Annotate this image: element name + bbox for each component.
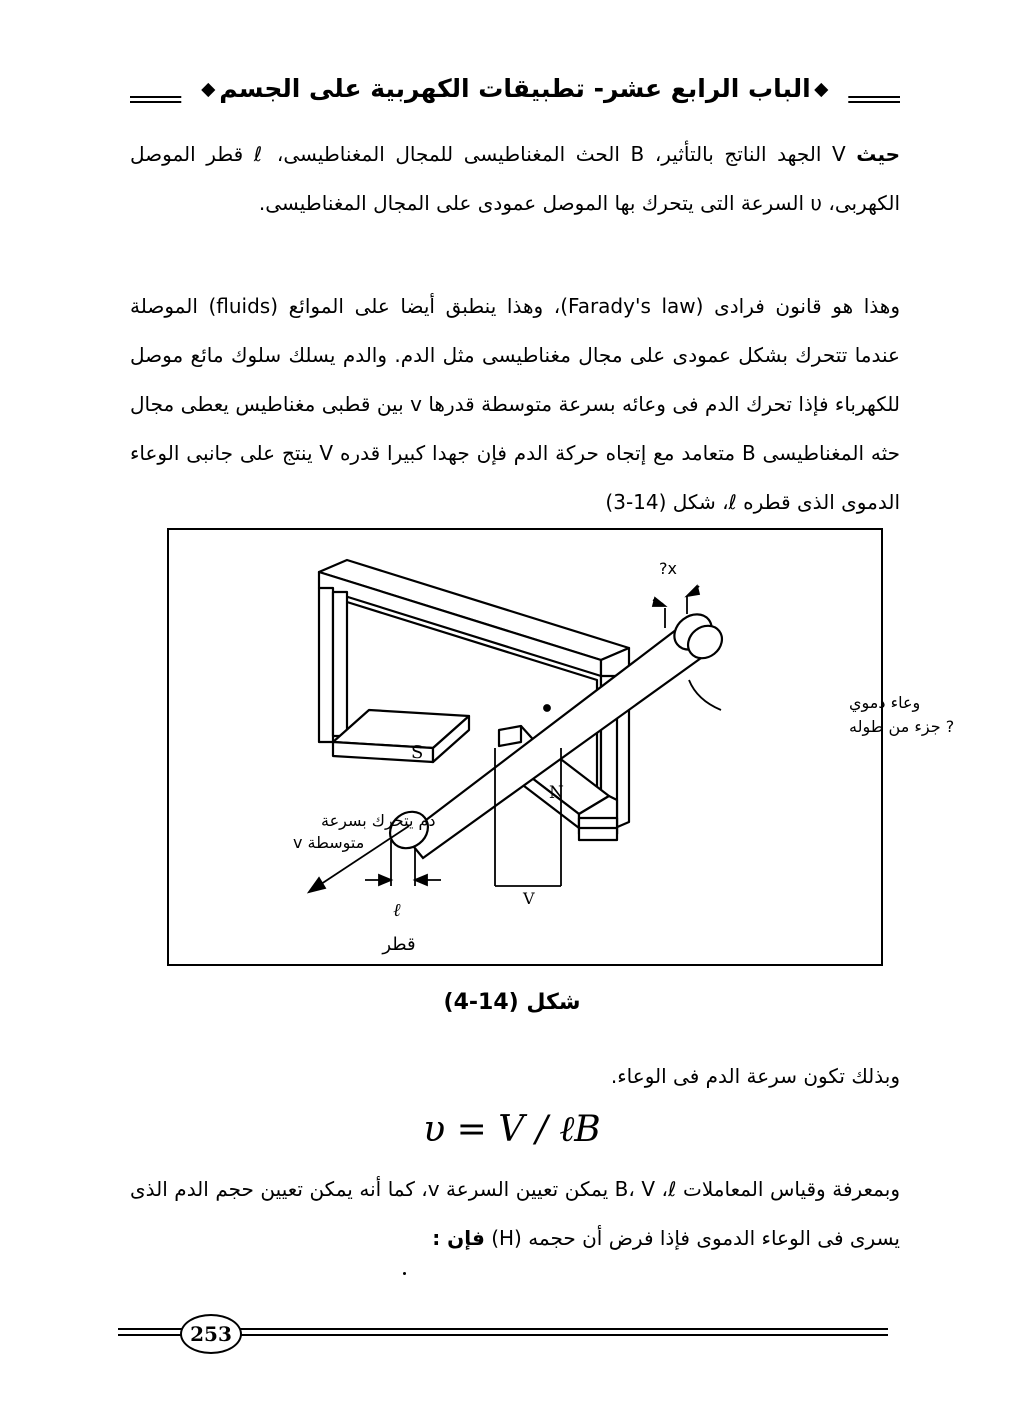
vessel-label-line1: وعاء دموي: [849, 693, 921, 712]
magnet-top-face: [319, 560, 629, 660]
paragraph-definitions: [130, 130, 900, 228]
paragraph-volume: [130, 1165, 900, 1263]
paragraph-tail: فإن :: [432, 1226, 485, 1250]
page-number: 253: [180, 1314, 242, 1354]
blood-label-line1: دم يتحرك بسرعة: [321, 811, 436, 830]
magnet-top-front: [319, 572, 601, 676]
paragraph-velocity-intro: وبذلك تكون سرعة الدم فى الوعاء.: [610, 1064, 900, 1088]
vessel-label-line2: ? جزء من طوله: [849, 717, 955, 736]
dx-label: ?x: [659, 559, 677, 578]
voltage-label: V: [523, 889, 535, 908]
paragraph-faraday-law: وهذا هو قانون فرادى (Farady's law)، وهذا ينطبق أيضا على الموائع (fluids) الموصلة عندما تتحرك بشكل عمودى على مجال مغناطيسى مثل الدم. والدم يسلك سلوك مائع موصل للكهرباء فإذا تحرك الدم فى وعائه بسرعة متوسطة قدرها v بين قطبى مغناطيس يعطى مجال حثه المغناطيسى B متعامد مع إتجاه حركة الدم فإن جهدا كبيرا قدره V ينتج على جانبى الوعاء الدموى الذى قطره ℓ، شكل (14-3): [130, 294, 900, 514]
diameter-symbol: ℓ: [393, 900, 401, 921]
paragraph-lead-word: حيث: [856, 142, 901, 166]
stray-dot: [403, 1272, 406, 1275]
blood-label-line2: متوسطة v: [293, 833, 365, 852]
pole-s-label: S: [411, 742, 424, 763]
page-header: [130, 66, 900, 126]
page-footer: [118, 1302, 888, 1362]
chapter-title: الباب الرابع عشر- تطبيقات الكهربية على الجسم: [219, 74, 811, 103]
header-title-wrap: [181, 74, 848, 103]
paragraph-text: وبمعرفة وقياس المعاملات B، V ،ℓ يمكن تعيين السرعة v، كما أنه يمكن تعيين حجم الدم الذى يسرى فى الوعاء الدموى فإذا فرض أن حجمه (H): [130, 1177, 900, 1250]
figure-diagram: [169, 530, 955, 968]
figure-blood-flow-magnet: [167, 528, 955, 966]
velocity-formula: υ = V / ℓB: [423, 1109, 601, 1150]
diamond-ornament-icon: [815, 83, 829, 97]
pole-n-label: N: [549, 783, 564, 803]
magnet-left-arm: [319, 588, 333, 742]
figure-caption: شكل (14-4): [443, 990, 581, 1015]
diameter-label: قطر: [382, 934, 416, 955]
diamond-ornament-icon: [201, 83, 215, 97]
paragraph-text: V الجهد الناتج بالتأثير، B الحث المغناطيسى للمجال المغناطيسى، ℓ قطر الموصل الكهربى، υ السرعة التى يتحرك بها الموصل عمودى على المجال المغناطيسى.: [130, 142, 900, 215]
